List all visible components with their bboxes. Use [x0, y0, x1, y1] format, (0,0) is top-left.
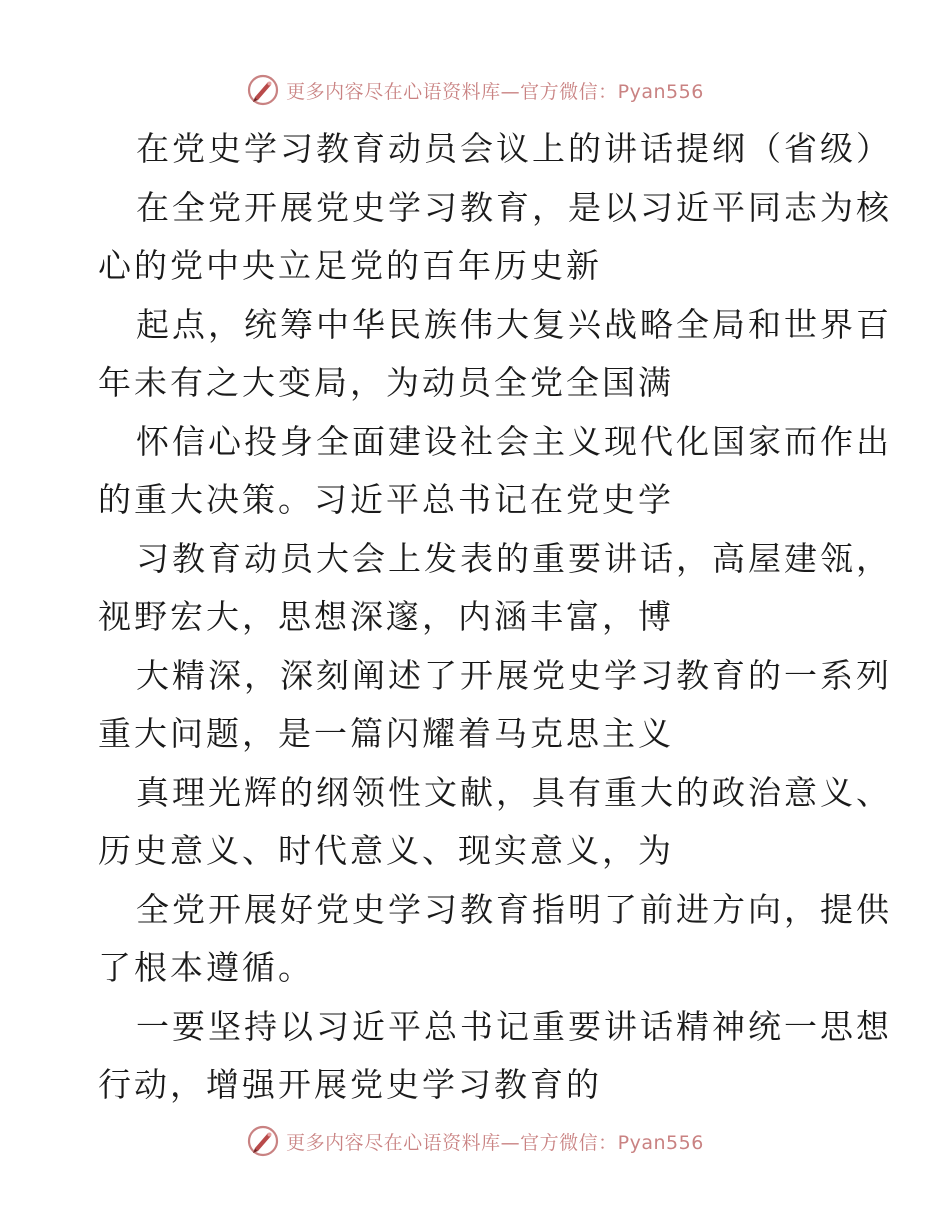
paragraph-line: 起点，统筹中华民族伟大复兴战略全局和世界百	[136, 304, 892, 344]
brand-logo-icon	[246, 1124, 280, 1158]
paragraph-line: 了根本遵循。	[98, 948, 314, 987]
paragraph-line: 大精深，深刻阐述了开展党史学习教育的一系列	[136, 655, 892, 695]
watermark-text: 更多内容尽在心语资料库—官方微信：Pyan556	[286, 1131, 704, 1154]
paragraph-line: 的重大决策。习近平总书记在党史学	[98, 480, 674, 519]
paragraph-line: 行动，增强开展党史学习教育的	[98, 1065, 602, 1104]
document-title: 在党史学习教育动员会议上的讲话提纲（省级）	[136, 129, 892, 168]
paragraph-line: 在全党开展党史学习教育，是以习近平同志为核	[136, 187, 892, 227]
brand-logo-icon	[246, 73, 280, 107]
document-body	[98, 120, 892, 1115]
paragraph-line: 真理光辉的纲领性文献，具有重大的政治意义、	[136, 772, 892, 812]
paragraph-line: 视野宏大，思想深邃，内涵丰富，博	[98, 597, 674, 636]
paragraph-line: 习教育动员大会上发表的重要讲话，高屋建瓴，	[136, 538, 892, 578]
paragraph-line: 重大问题，是一篇闪耀着马克思主义	[98, 714, 674, 753]
watermark-header	[0, 70, 950, 110]
paragraph-line: 心的党中央立足党的百年历史新	[98, 246, 602, 285]
paragraph-line: 一要坚持以习近平总书记重要讲话精神统一思想	[136, 1006, 892, 1046]
watermark-footer	[0, 1121, 950, 1161]
paragraph-line: 历史意义、时代意义、现实意义，为	[98, 831, 674, 870]
paragraph-line: 年未有之大变局，为动员全党全国满	[98, 363, 674, 402]
watermark-text: 更多内容尽在心语资料库—官方微信：Pyan556	[286, 80, 704, 103]
paragraph-line: 全党开展好党史学习教育指明了前进方向，提供	[136, 889, 892, 929]
paragraph-line: 怀信心投身全面建设社会主义现代化国家而作出	[136, 421, 892, 461]
